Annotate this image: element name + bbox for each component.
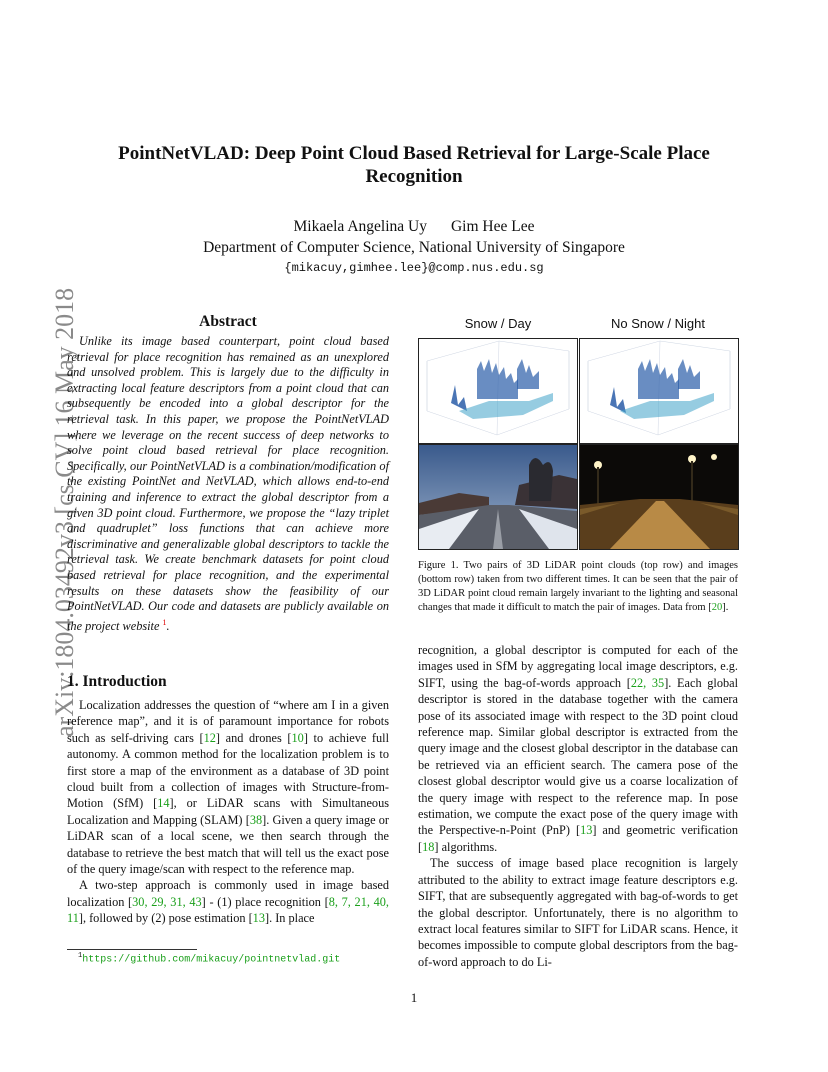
citation-link[interactable]: 20 <box>711 602 723 613</box>
text: ]. In place <box>264 911 315 926</box>
intro-heading: 1. Introduction <box>67 673 167 690</box>
text: ], followed by (2) pose estimation [ <box>78 911 253 926</box>
text: ] to achieve full autonomy. A common method for the localization problem is to first store a map of the environment as a database of 3D point cloud built from a collection of images with Structure-from-Motion (SfM) [ <box>67 730 390 811</box>
citation-link[interactable]: 8, 7, 21, 40, 11 <box>67 894 389 926</box>
citation-link[interactable]: 14 <box>157 796 170 811</box>
citation-link[interactable]: 18 <box>422 839 435 854</box>
text: ]. <box>722 602 729 613</box>
text: ] and geometric verification [ <box>418 823 738 854</box>
text: ] and drones [ <box>215 730 292 745</box>
text: Localization addresses the question of “where am I in a given reference map”, and it is of paramount importance for robots such as self-driving cars [ <box>67 698 389 745</box>
citation-link[interactable]: 13 <box>580 823 593 838</box>
text: ] algorithms. <box>434 839 498 854</box>
arxiv-id: arXiv:1804.03492v3 [cs.CV] 16 May 2018 <box>50 287 79 737</box>
authors <box>60 218 768 236</box>
text: ]. Given a query image or LiDAR scan of a local scene, we then search through the database to retrieve the best match that will tell us the exact pose of the query image/scan with respect to the reference map. <box>67 812 390 877</box>
citation-link[interactable]: 13 <box>252 911 265 926</box>
text: ], or LiDAR scans with Simultaneous Localization and Mapping (SLAM) [ <box>67 796 389 827</box>
intro-paragraph-2 <box>67 877 389 926</box>
author-1: Mikaela Angelina Uy <box>293 218 427 235</box>
abstract-footnote-mark[interactable]: 1 <box>162 617 167 627</box>
intro-column <box>67 697 389 927</box>
author-2: Gim Hee Lee <box>450 218 535 235</box>
text: ]. Each global descriptor is stored in the database together with the camera pose of its associated image with respect to the 3D point cloud reference map. Similar global descriptor is extracted from the query image and the closest global descriptor in the database can be retrieved via an efficient search. The camera pose of the closest global descriptor would give us a coarse localization of the query image with respect to the reference map. In pose estimation, we compute the exact pose of the query image with the Perspective-n-Point (PnP) [ <box>418 675 738 838</box>
snowy-road-photo <box>419 445 577 549</box>
affiliation: Department of Computer Science, National University of Singapore <box>203 239 625 256</box>
point-cloud-night-plot <box>580 339 738 443</box>
intro-paragraph-1 <box>67 697 389 877</box>
camera-image-night <box>579 444 739 550</box>
footnote-rule <box>67 949 197 950</box>
citation-link[interactable]: 38 <box>249 812 263 827</box>
camera-image-day <box>418 444 578 550</box>
point-cloud-day <box>418 338 578 444</box>
page-number: 1 <box>410 990 418 1005</box>
abstract <box>67 334 389 634</box>
arxiv-stamp <box>6 287 79 737</box>
citation-link[interactable]: 12 <box>203 730 216 745</box>
abstract-end: . <box>166 618 170 633</box>
email: {mikacuy,gimhee.lee}@comp.nus.edu.sg <box>284 261 544 275</box>
title-line-2: Recognition <box>365 166 463 187</box>
text: A two-step approach is commonly used in image based localization [ <box>67 878 389 909</box>
text: ] - (1) place recognition [ <box>201 894 329 909</box>
citation-link[interactable]: 30, 29, 31, 43 <box>132 894 202 909</box>
paper-title <box>60 142 768 188</box>
title-line-1: PointNetVLAD: Deep Point Cloud Based Retrieval for Large-Scale Place <box>118 143 710 164</box>
right-paragraph-2: The success of image based place recognition is largely attributed to the ability to extract image feature descriptors e.g. SIFT, that are subsequently aggregated with bag-of-words to get the global descriptor. Unfortunately, there is no algorithm to extract local features similar to SIFT for LiDAR scans. Hence, it becomes impossible to compute global descriptors from the bag-of-word approach to do Li- <box>418 856 738 969</box>
footnote <box>78 952 340 965</box>
abstract-text: Unlike its image based counterpart, point cloud based retrieval for place recognition has remained as an unexplored and unsolved problem. This is largely due to the difficulty in extracting local feature descriptors from a point cloud that can subsequently be encoded into a global descriptor for the retrieval task. In this paper, we propose the PointNetVLAD where we leverage on the recent success of deep networks to solve point cloud based retrieval for place recognition. Specifically, our PointNetVLAD is a combination/modification of the existing PointNet and NetVLAD, which allows end-to-end training and inference to extract the global descriptor from a given 3D point cloud. Furthermore, we propose the “lazy triplet and quadruplet” loss functions that can achieve more discriminative and generalizable global descriptors to tackle the retrieval task. We create benchmark datasets for point cloud based retrieval for place recognition, and the experimental results on these datasets show the feasibility of our PointNetVLAD. Our code and datasets are publicly available on the project website <box>67 334 389 633</box>
figure-label-snow-day: Snow / Day <box>464 316 532 331</box>
footnote-number: 1 <box>78 952 83 960</box>
night-road-photo <box>580 445 738 549</box>
footnote-url[interactable]: https://github.com/mikacuy/pointnetvlad.git <box>82 954 341 966</box>
citation-link[interactable]: 22, 35 <box>630 675 665 690</box>
figure-1 <box>418 316 738 556</box>
abstract-heading: Abstract <box>199 313 257 330</box>
text: Figure 1. Two pairs of 3D LiDAR point clouds (top row) and images (bottom row) taken from two different times. It can be seen that the pair of 3D LiDAR point cloud remain largely invariant to the lighting and seasonal changes that made it difficult to match the pair of images. Data from [ <box>418 560 738 613</box>
point-cloud-night <box>579 338 739 444</box>
citation-link[interactable]: 10 <box>291 730 304 745</box>
right-column <box>418 642 738 970</box>
right-paragraph-1 <box>418 642 738 855</box>
figure-label-no-snow-night: No Snow / Night <box>611 316 705 331</box>
text: recognition, a global descriptor is computed for each of the images used in SfM by aggregating local image descriptors, e.g. SIFT, using the bag-of-words approach [ <box>418 643 738 690</box>
point-cloud-day-plot <box>419 339 577 443</box>
figure-1-caption <box>418 559 738 615</box>
